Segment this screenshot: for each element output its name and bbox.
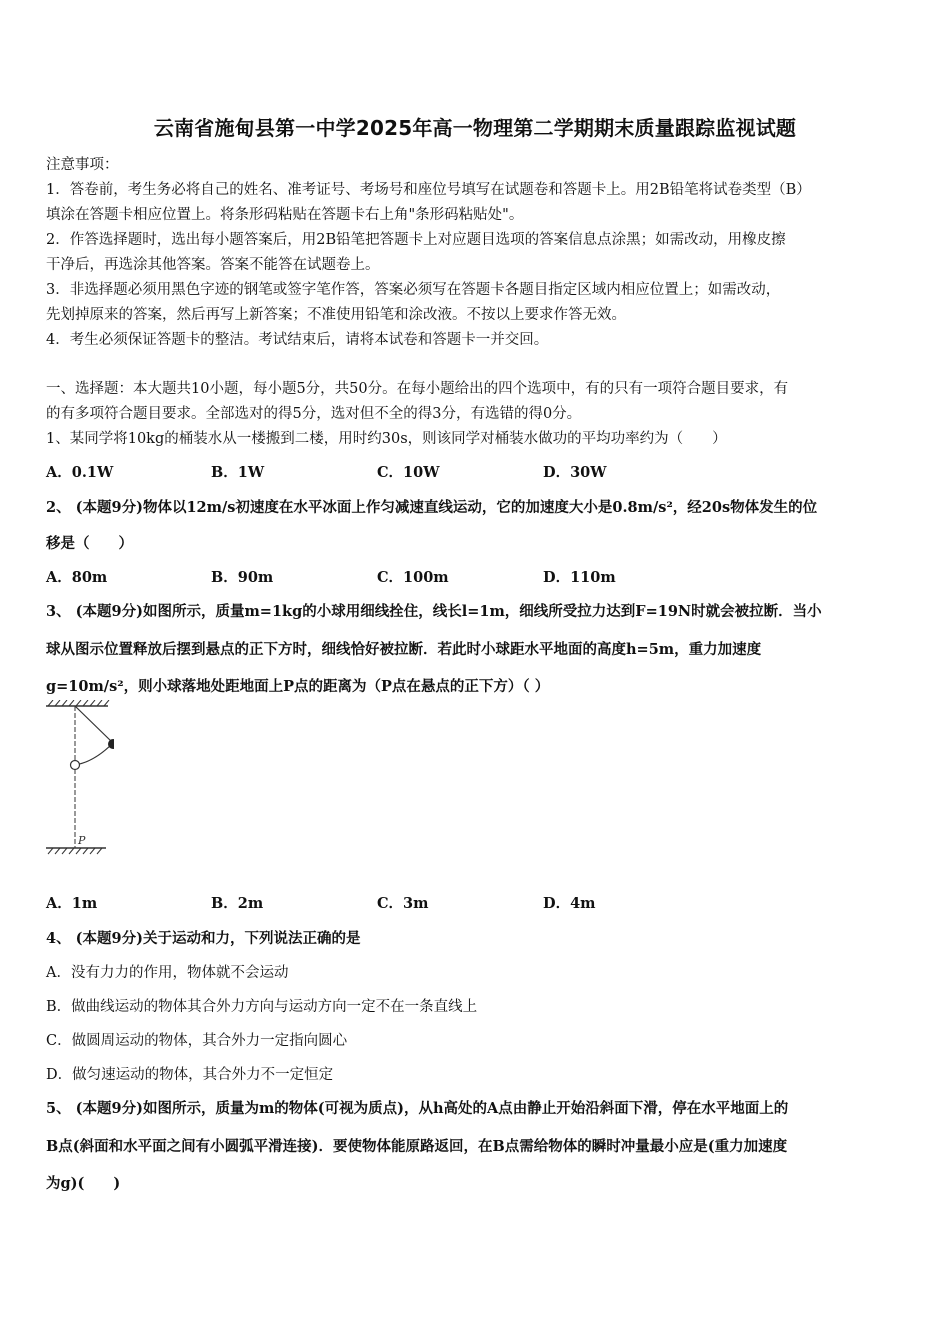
notice-line: 4．考生必须保证答题卡的整洁。考试结束后，请将本试卷和答题卡一并交回。	[46, 332, 549, 348]
pendulum-diagram	[44, 700, 114, 860]
question-3-stem: g=10m/s²，则小球落地处距地面上P点的距离为（P点在悬点的正下方）（ ）	[46, 678, 550, 695]
question-5-stem: B点(斜面和水平面之间有小圆弧平滑连接)．要使物体能原路返回，在B点需给物体的瞬时冲量最小应是(重力加速度	[46, 1138, 788, 1155]
pendulum-string	[75, 706, 113, 743]
section-instructions: 的有多项符合题目要求。全部选对的得5分，选对但不全的得3分，有选错的得0分。	[46, 406, 582, 422]
notice-line: 干净后，再选涂其他答案。答案不能答在试题卷上。	[46, 257, 380, 273]
question-2-stem: 移是（ ）	[46, 535, 133, 552]
question-4-option-d: D．做匀速运动的物体，其合外力不一定恒定	[46, 1067, 334, 1083]
notice-line: 3．非选择题必须用黑色字迹的钢笔或签字笔作答，答案必须写在答题卡各题目指定区域内相应位置上；如需改动，	[46, 282, 781, 298]
notice-line: 填涂在答题卡相应位置上。将条形码粘贴在答题卡右上角"条形码粘贴处"。	[46, 207, 524, 223]
question-3-stem: 3、 (本题9分)如图所示，质量m=1kg的小球用细线拴住，线长l=1m，细线所受拉力达到F=19N时就会被拉断．当小	[46, 603, 822, 620]
ground-hatch	[48, 848, 102, 854]
option-d: D．4m	[543, 895, 596, 912]
question-3-stem: 球从图示位置释放后摆到悬点的正下方时，细线恰好被拉断．若此时小球距水平地面的高度h=5m，重力加速度	[46, 641, 762, 658]
question-1-stem: 1、某同学将10kg的桶装水从一楼搬到二楼，用时约30s，则该同学对桶装水做功的平均功率约为（ ）	[46, 431, 727, 447]
notice-line: 1．答卷前，考生务必将自己的姓名、准考证号、考场号和座位号填写在试题卷和答题卡上。用2B铅笔将试卷类型（B）	[46, 182, 811, 198]
question-4-option-b: B．做曲线运动的物体其合外力方向与运动方向一定不在一条直线上	[46, 999, 478, 1015]
option-b: B．1W	[211, 464, 265, 481]
question-5-stem: 5、 (本题9分)如图所示，质量为m的物体(可视为质点)，从h高处的A点由静止开始沿斜面下滑，停在水平地面上的	[46, 1100, 789, 1117]
question-2-stem: 2、 (本题9分)物体以12m/s初速度在水平冰面上作匀减速直线运动，它的加速度大小是0.8m/s²，经20s物体发生的位	[46, 499, 818, 516]
option-a: A．1m	[46, 895, 98, 912]
question-5-stem: 为g)( )	[46, 1175, 121, 1192]
question-4-stem: 4、 (本题9分)关于运动和力，下列说法正确的是	[46, 930, 361, 947]
option-b: B．2m	[211, 895, 264, 912]
option-c: C．100m	[377, 569, 449, 586]
option-c: C．3m	[377, 895, 429, 912]
option-d: D．30W	[543, 464, 607, 481]
option-c: C．10W	[377, 464, 440, 481]
point-p-label: P	[78, 834, 86, 847]
question-4-option-c: C．做圆周运动的物体，其合外力一定指向圆心	[46, 1033, 348, 1049]
notice-line: 先划掉原来的答案，然后再写上新答案；不准使用铅笔和涂改液。不按以上要求作答无效。	[46, 307, 626, 323]
notice-line: 2．作答选择题时，选出每小题答案后，用2B铅笔把答题卡上对应题目选项的答案信息点涂黑；如需改动，用橡皮擦	[46, 232, 786, 248]
notice-heading: 注意事项：	[46, 157, 119, 173]
page-title: 云南省施甸县第一中学2025年高一物理第二学期期末质量跟踪监视试题	[153, 116, 797, 140]
ceiling-hatch	[48, 700, 109, 706]
option-a: A．0.1W	[46, 464, 114, 481]
ball-outline-icon	[71, 761, 80, 770]
option-b: B．90m	[211, 569, 274, 586]
option-a: A．80m	[46, 569, 108, 586]
question-4-option-a: A．没有力力的作用，物体就不会运动	[46, 965, 289, 981]
section-instructions: 一、选择题：本大题共10小题，每小题5分，共50分。在每小题给出的四个选项中，有的只有一项符合题目要求，有	[46, 381, 789, 397]
option-d: D．110m	[543, 569, 616, 586]
swing-arc	[75, 743, 113, 765]
